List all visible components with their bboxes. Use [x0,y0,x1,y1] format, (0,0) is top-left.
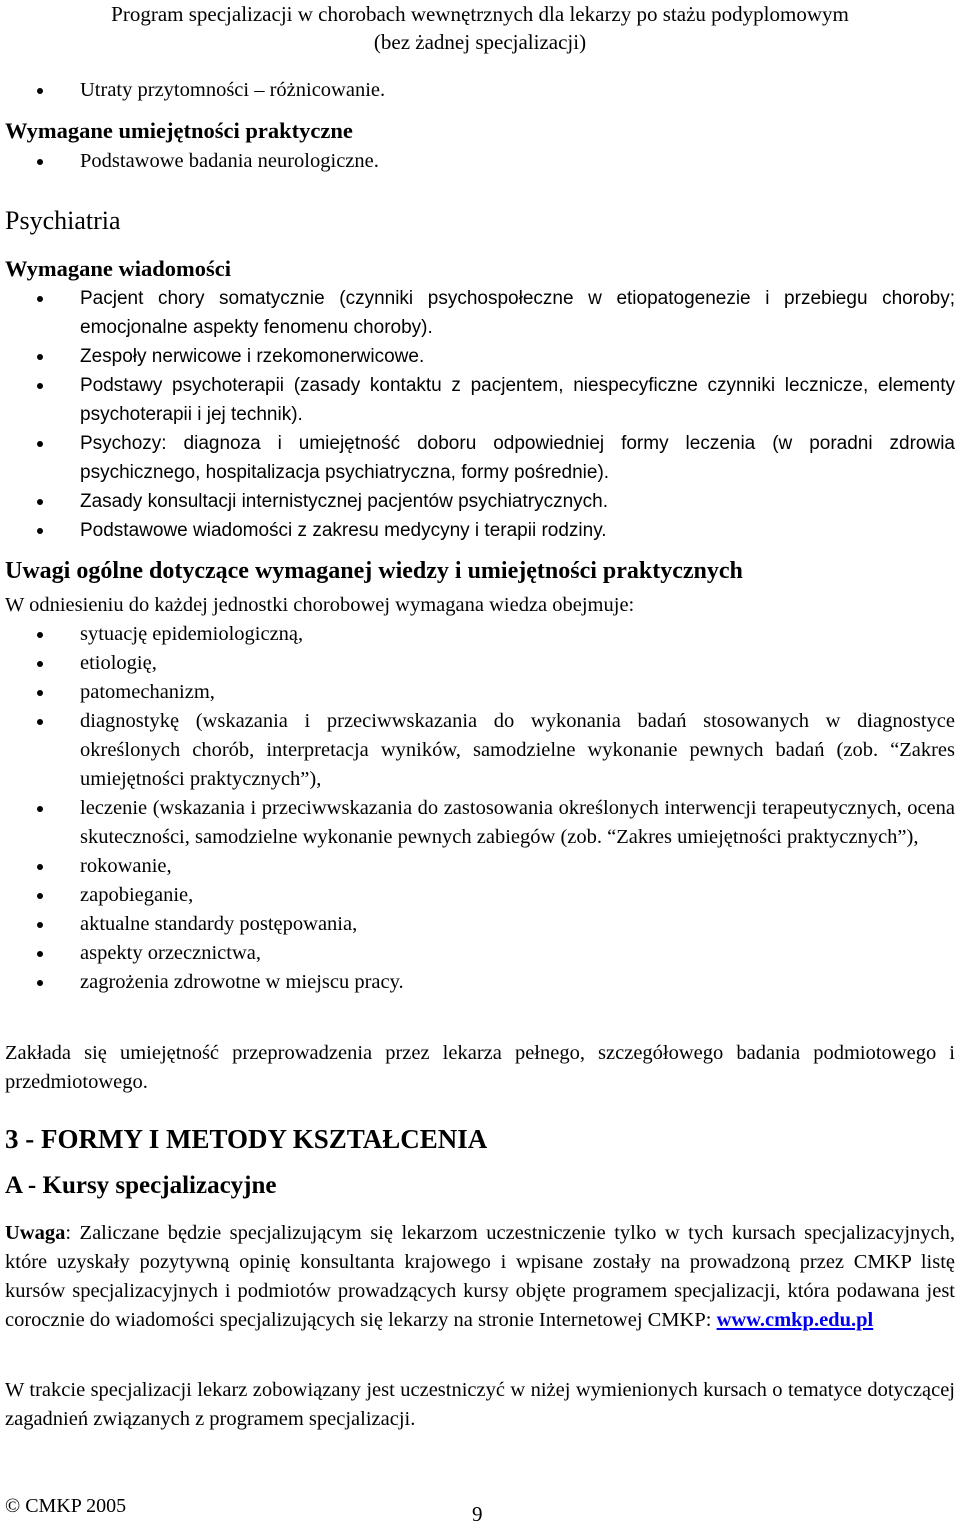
list-item: Utraty przytomności – różnicowanie. [0,76,960,105]
list-item: diagnostykę (wskazania i przeciwwskazania do wykonania badań stosowanych w diagnostyce określonych chorób, interpretacja wyników, samodzielne wykonanie pewnych badań (zob. “Zakres umiejętności praktycznych”), [0,707,960,794]
note-label: Uwaga [5,1222,66,1244]
list-item: Psychozy: diagnoza i umiejętność doboru odpowiedniej formy leczenia (w poradni zdrowia psychicznego, hospitalizacja psychiatryczna, formy pośrednie). [0,429,960,487]
list-item: Zasady konsultacji internistycznej pacjentów psychiatrycznych. [0,487,960,516]
header-title-line1: Program specjalizacji w chorobach wewnętrznych dla lekarzy po stażu podyplomowym [111,2,849,26]
subsection-title-courses: A - Kursy specjalizacyjne [5,1172,277,1199]
list-item: Zespoły nerwicowe i rzekomonerwicowe. [0,342,960,371]
header-title-line2: (bez żadnej specjalizacji) [373,30,587,54]
list-item: Podstawowe wiadomości z zakresu medycyny i terapii rodziny. [0,516,960,545]
neuro-knowledge-list [0,76,960,105]
list-item: rokowanie, [0,852,960,881]
section-title-psychiatry: Psychiatria [5,206,121,235]
general-remarks-closing: Zakłada się umiejętność przeprowadzenia przez lekarza pełnego, szczegółowego badania podmiotowego i przedmiotowego. [5,1042,955,1093]
courses-paragraph: W trakcie specjalizacji lekarz zobowiązany jest uczestniczyć w niżej wymienionych kursach o tematyce dotyczącej zagadnień związanych z programem specjalizacji. [5,1379,955,1430]
list-item: Podstawy psychoterapii (zasady kontaktu z pacjentem, niespecyficzne czynniki lecznicze, elementy psychoterapii i jej technik). [0,371,960,429]
page-header [0,0,960,56]
general-remarks-heading: Uwagi ogólne dotyczące wymaganej wiedzy i umiejętności praktycznych [5,558,743,584]
list-item: patomechanizm, [0,678,960,707]
skills-heading: Wymagane umiejętności praktyczne [5,118,353,143]
note-paragraph [5,1219,955,1335]
footer-copyright: © CMKP 2005 [5,1495,127,1517]
list-item: sytuację epidemiologiczną, [0,620,960,649]
list-item: aspekty orzecznictwa, [0,939,960,968]
general-remarks-list [0,620,960,997]
cmkp-website-link[interactable]: www.cmkp.edu.pl [716,1309,874,1331]
list-item: Pacjent chory somatycznie (czynniki psychospołeczne w etiopatogenezie i przebiegu choroby; emocjonalne aspekty fenomenu choroby). [0,284,960,342]
list-item: leczenie (wskazania i przeciwwskazania do zastosowania określonych interwencji terapeutycznych, ocena skuteczności, samodzielne wykonanie pewnych zabiegów (zob. “Zakres umiejętności praktycznych”), [0,794,960,852]
list-item: zapobieganie, [0,881,960,910]
list-item: aktualne standardy postępowania, [0,910,960,939]
note-text: : Zaliczane będzie specjalizującym się lekarzom uczestniczenie tylko w tych kursach specjalizacyjnych, które uzyskały pozytywną opinię konsultanta krajowego i wpisane zostały na prowadzoną przez CMKP listę kursów specjalizacyjnych i podmiotów prowadzących kursy objęte programem specjalizacji, która podawana jest corocznie do wiadomości specjalizujących się lekarzy na stronie Internetowej CMKP: [5,1222,955,1331]
list-item: Podstawowe badania neurologiczne. [0,147,960,176]
neuro-skills-list [0,147,960,176]
list-item: zagrożenia zdrowotne w miejscu pracy. [0,968,960,997]
list-item: etiologię, [0,649,960,678]
psychiatry-knowledge-list [0,284,960,545]
page-number: 9 [472,1502,483,1526]
knowledge-heading: Wymagane wiadomości [5,256,232,281]
section-title-forms-methods: 3 - FORMY I METODY KSZTAŁCENIA [5,1124,488,1154]
general-remarks-intro: W odniesieniu do każdej jednostki chorobowej wymagana wiedza obejmuje: [5,594,635,616]
